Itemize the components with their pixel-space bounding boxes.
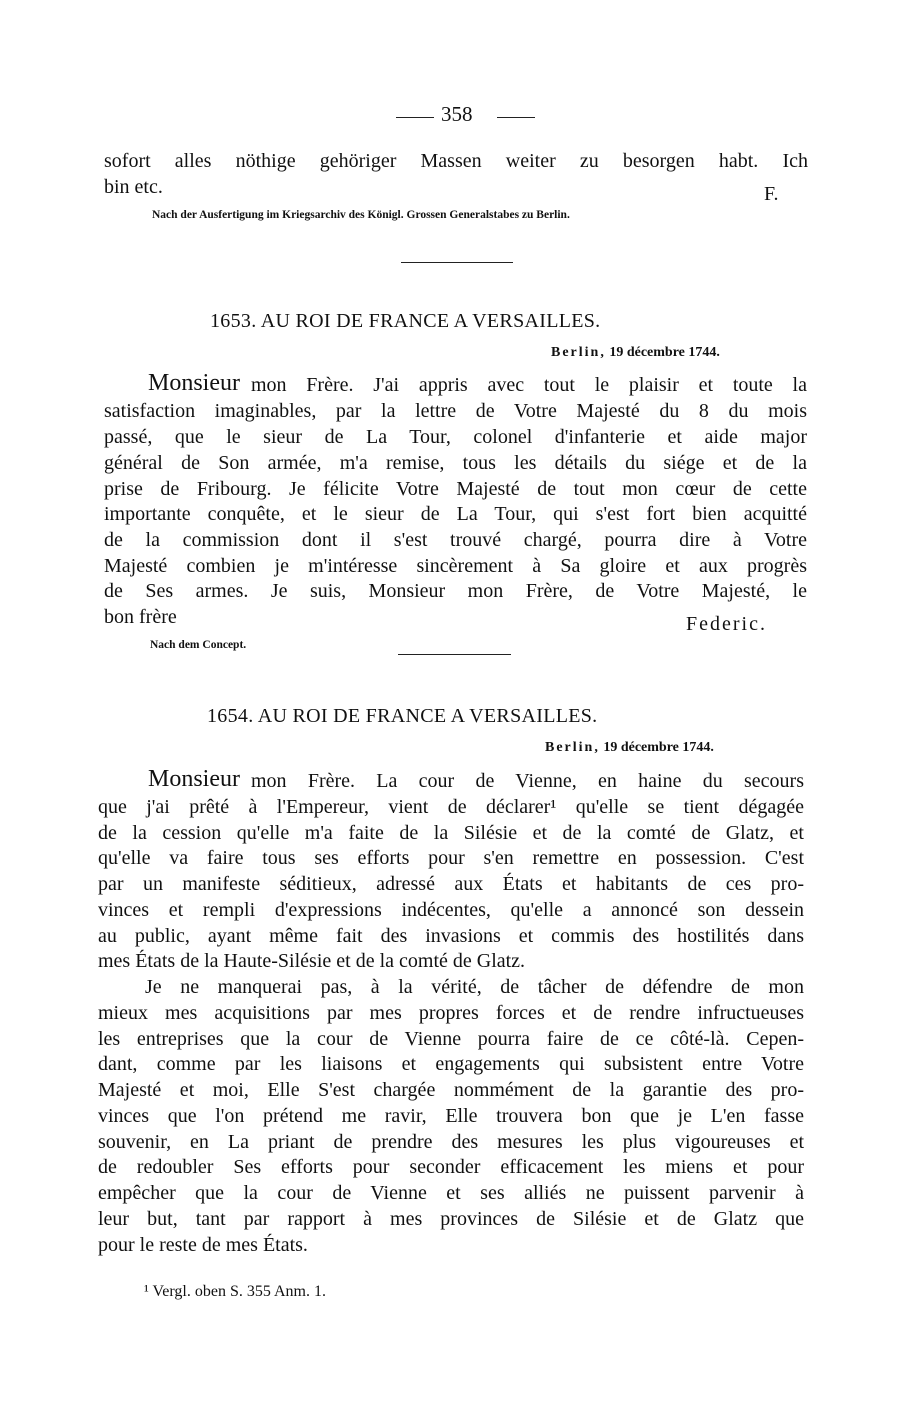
- page-number: 358: [441, 102, 473, 126]
- letter-1653-signature: Federic.: [686, 613, 767, 635]
- letter-1654-para1-line-4: qu'elle va faire tous ses efforts pour s'en remettre en possession. C'est: [98, 847, 804, 869]
- letter-1654-para2-line-10: leur but, tant par rapport à mes provinces de Silésie et de Glatz que: [98, 1208, 804, 1230]
- page-number-dash-left: [396, 117, 434, 118]
- letter-1653-line-4: général de Son armée, m'a remise, tous les détails du siége et de la: [104, 452, 807, 474]
- letter-1654-para2-line-1: Je ne manquerai pas, à la vérité, de tâcher de défendre de mon: [145, 976, 804, 998]
- letter-1654-para2-line-9: empêcher que la cour de Vienne et ses alliés ne puissent parvenir à: [98, 1182, 804, 1204]
- letter-1654-para1-last: mes États de la Haute-Silésie et de la comté de Glatz.: [98, 950, 526, 972]
- letter-1654-para2-line-2: mieux mes acquisitions par mes propres forces et de rendre infructueuses: [98, 1002, 804, 1024]
- section-divider-2: [398, 654, 511, 655]
- signature-f: F.: [764, 183, 779, 205]
- letter-1654-para1-line-7: au public, ayant même fait des invasions et commis des hostilités dans: [98, 925, 804, 947]
- letter-1654-para1-line-3: de la cession qu'elle m'a faite de la Silésie et de la comté de Glatz, et: [98, 822, 804, 844]
- letter-1654-para2-last: pour le reste de mes États.: [98, 1234, 308, 1256]
- section-divider-1: [401, 262, 513, 263]
- letter-1653-date: 19 décembre 1744.: [609, 345, 720, 360]
- letter-1654-date: 19 décembre 1744.: [603, 740, 714, 755]
- letter-1653-line-1: mon Frère. J'ai appris avec tout le plaisir et toute la: [251, 374, 807, 396]
- letter-1654-para1-line-2: que j'ai prêté à l'Empereur, vient de déclarer¹ qu'elle se tient dégagée: [98, 796, 804, 818]
- letter-1654-para2-line-8: de redoubler Ses efforts pour seconder efficacement les miens et pour: [98, 1156, 804, 1178]
- source-note-2: Nach dem Concept.: [150, 639, 247, 651]
- letter-1653-line-2: satisfaction imaginables, par la lettre de Votre Majesté du 8 du mois: [104, 400, 807, 422]
- letter-1654-first-word: Monsieur: [148, 766, 240, 792]
- letter-1653-line-7: de la commission dont il s'est trouvé chargé, pourra dire à Votre: [104, 529, 807, 551]
- letter-1653-last-line: bon frère: [104, 606, 177, 628]
- letter-1654-para1-line-6: vinces et rempli d'expressions indécentes, qu'elle a annoncé son dessein: [98, 899, 804, 921]
- letter-1654-title: 1654. AU ROI DE FRANCE A VERSAILLES.: [207, 705, 598, 727]
- letter-1654-para1-line-1: mon Frère. La cour de Vienne, en haine du secours: [251, 770, 804, 792]
- continuation-line-1: sofort alles nöthige gehöriger Massen weiter zu besorgen habt. Ich: [104, 150, 808, 172]
- letter-1654-para2-line-4: dant, comme par les liaisons et engagements qui subsistent entre Votre: [98, 1053, 804, 1075]
- source-note-1: Nach der Ausfertigung im Kriegsarchiv des Königl. Grossen Generalstabes zu Berlin.: [152, 209, 570, 221]
- letter-1654-para2-line-5: Majesté et moi, Elle S'est chargée nommément de la garantie des pro-: [98, 1079, 804, 1101]
- letter-1653-title: 1653. AU ROI DE FRANCE A VERSAILLES.: [210, 310, 601, 332]
- letter-1654-para2-line-3: les entreprises que la cour de Vienne pourra faire de ce côté-là. Cepen-: [98, 1028, 804, 1050]
- letter-1653-line-9: de Ses armes. Je suis, Monsieur mon Frère, de Votre Majesté, le: [104, 580, 807, 602]
- page-number-dash-right: [497, 117, 535, 118]
- letter-1654-para1-line-5: par un manifeste séditieux, adressé aux États et habitants de ces pro-: [98, 873, 804, 895]
- letter-1654-para2-line-7: souvenir, en La priant de prendre des mesures les plus vigoureuses et: [98, 1131, 804, 1153]
- letter-1654-place: Berlin,: [545, 740, 600, 755]
- letter-1653-line-5: prise de Fribourg. Je félicite Votre Majesté de tout mon cœur de cette: [104, 478, 807, 500]
- letter-1653-first-word: Monsieur: [148, 370, 240, 396]
- letter-1653-place: Berlin,: [551, 345, 606, 360]
- continuation-line-2: bin etc.: [104, 176, 163, 198]
- letter-1653-line-3: passé, que le sieur de La Tour, colonel d'infanterie et aide major: [104, 426, 807, 448]
- letter-1653-line-8: Majesté combien je m'intéresse sincèrement à Sa gloire et aux progrès: [104, 555, 807, 577]
- letter-1654-para2-line-6: vinces que l'on prétend me ravir, Elle trouvera bon que je L'en fasse: [98, 1105, 804, 1127]
- letter-1653-line-6: importante conquête, et le sieur de La Tour, qui s'est fort bien acquitté: [104, 503, 807, 525]
- footnote: ¹ Vergl. oben S. 355 Anm. 1.: [144, 1283, 326, 1300]
